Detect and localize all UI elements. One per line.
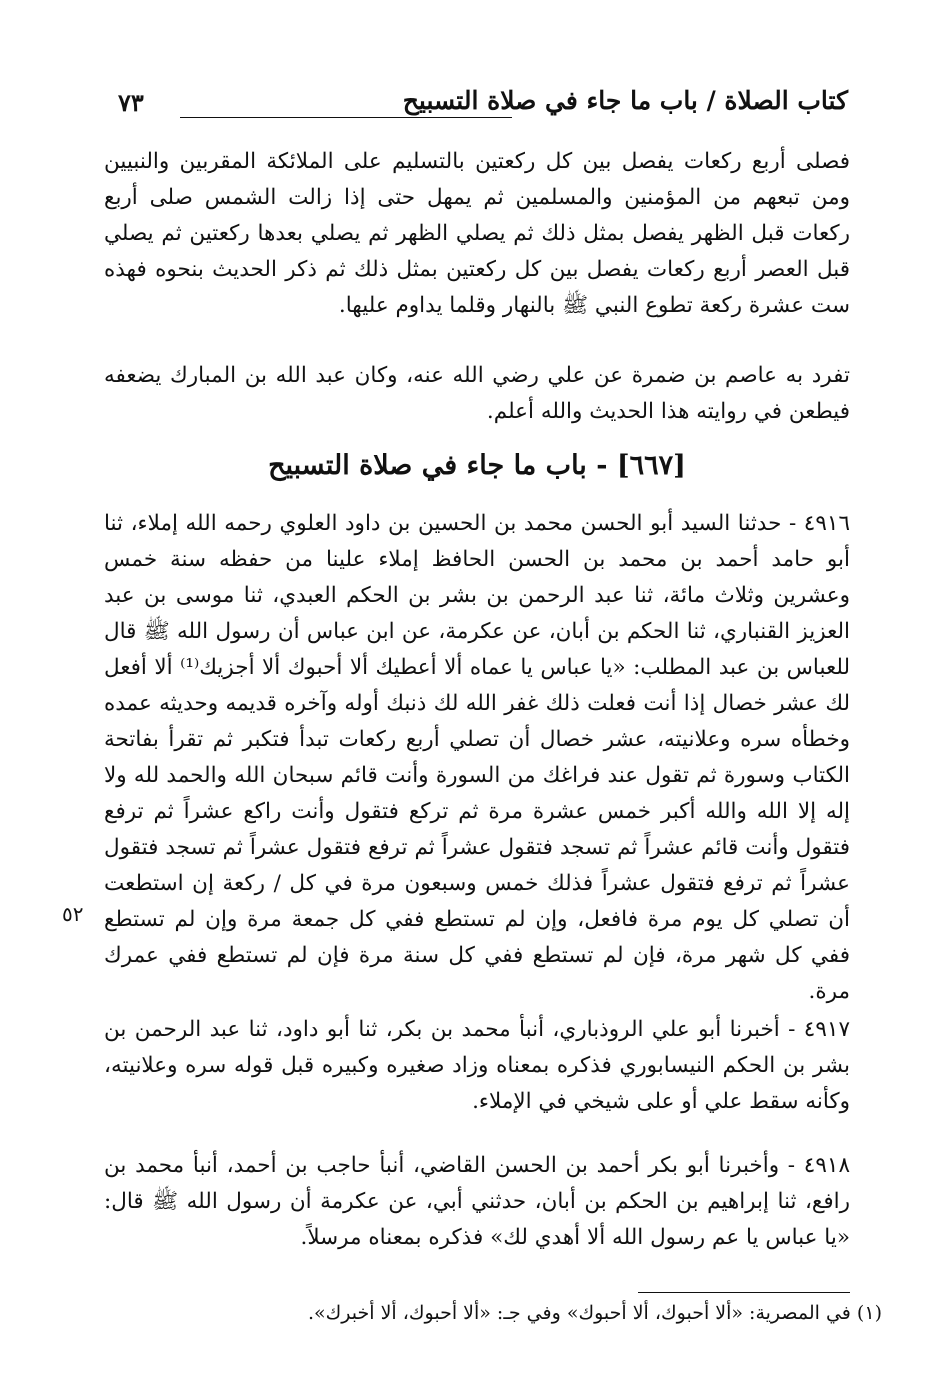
margin-page-number: ٥٢ [62, 902, 84, 926]
page-number: ٧٣ [118, 88, 144, 117]
paragraph-continuation: فصلى أربع ركعات يفصل بين كل ركعتين بالتسليم على الملائكة المقربين والنبيين ومن تبعهم من المؤمنين والمسلمين ثم يمهل حتى إذا زالت الشمس صلى أربع ركعات قبل الظهر يفصل بمثل ذلك ثم يصلي الظهر ثم يصلي بعدها ركعتين ثم يصلي قبل العصر أربع ركعات يفصل بين كل ركعتين بمثل ذلك ثم ذكر الحديث بنحوه فهذه ست عشرة ركعة تطوع النبي ﷺ بالنهار وقلما يداوم عليها. [104, 149, 850, 318]
footnote-rule [638, 1292, 850, 1293]
hadith-4917: ٤٩١٧ - أخبرنا أبو علي الروذباري، أنبأ محمد بن بكر، ثنا أبو داود، ثنا عبد الرحمن بن بشر بن الحكم النيسابوري فذكره بمعناه وزاد صغيره وكبيره قبل قوله سره وعلانيته، وكأنه سقط علي أو على شيخي في الإملاء. [104, 1017, 850, 1114]
header-title: كتاب الصلاة / باب ما جاء في صلاة التسبيح [402, 86, 848, 115]
hadith-4918: ٤٩١٨ - وأخبرنا أبو بكر أحمد بن الحسن القاضي، أنبأ حاجب بن أحمد، أنبأ محمد بن رافع، ثنا إبراهيم بن الحكم بن أبان، حدثني أبي، عن عكرمة أن رسول الله ﷺ قال: «يا عباس يا عم رسول الله ألا أهدي لك» فذكره بمعناه مرسلاً. [104, 1153, 850, 1250]
paragraph-commentary: تفرد به عاصم بن ضمرة عن علي رضي الله عنه، وكان عبد الله بن المبارك يضعفه فيطعن في روايته هذا الحديث والله أعلم. [104, 363, 851, 424]
header-rule [180, 117, 512, 118]
chapter-heading: [٦٦٧] - باب ما جاء في صلاة التسبيح [268, 450, 686, 481]
footnote: (١) في المصرية: «ألا أحبوك، ألا أحبوك» وفي جـ: «ألا أحبوك، ألا أخبرك». [307, 1302, 882, 1324]
running-header [118, 86, 848, 126]
hadith-4916: ٤٩١٦ - حدثنا السيد أبو الحسن محمد بن الحسين بن داود العلوي رحمه الله إملاء، ثنا أبو حامد أحمد بن محمد بن الحسن الحافظ إملاء علينا من حفظه سنة خمس وعشرين وثلاث مائة، ثنا عبد الرحمن بن بشر بن الحكم العبدي، ثنا موسى بن عبد العزيز القنباري، ثنا الحكم بن أبان، عن عكرمة، عن ابن عباس أن رسول الله ﷺ قال للعباس بن عبد المطلب: «يا عباس يا عماه ألا أعطيك ألا أحبوك ألا أجزيك⁽¹⁾ ألا أفعل لك عشر خصال إذا أنت فعلت ذلك غفر الله لك ذنبك أوله وآخره قديمه وحديثه عمده وخطأه سره وعلانيته، عشر خصال أن تصلي أربع ركعات تبدأ فتكبر ثم تقرأ بفاتحة الكتاب وسورة ثم تقول عند فراغك من السورة وأنت قائم سبحان الله والحمد لله ولا إله إلا الله والله أكبر خمس عشرة مرة ثم تركع فتقول وأنت راكع عشراً ثم ترفع فتقول وأنت قائم عشراً ثم تسجد فتقول عشراً ثم ترفع فتقول عشراً ثم تسجد فتقول عشراً ثم ترفع فتقول عشراً فذلك خمس وسبعون مرة في كل / ركعة إن استطعت أن تصلي كل يوم مرة فافعل، وإن لم تستطع ففي كل جمعة مرة وإن لم تستطع ففي كل شهر مرة، فإن لم تستطع ففي كل سنة مرة فإن لم تستطع ففي عمرك مرة. [104, 511, 850, 1004]
